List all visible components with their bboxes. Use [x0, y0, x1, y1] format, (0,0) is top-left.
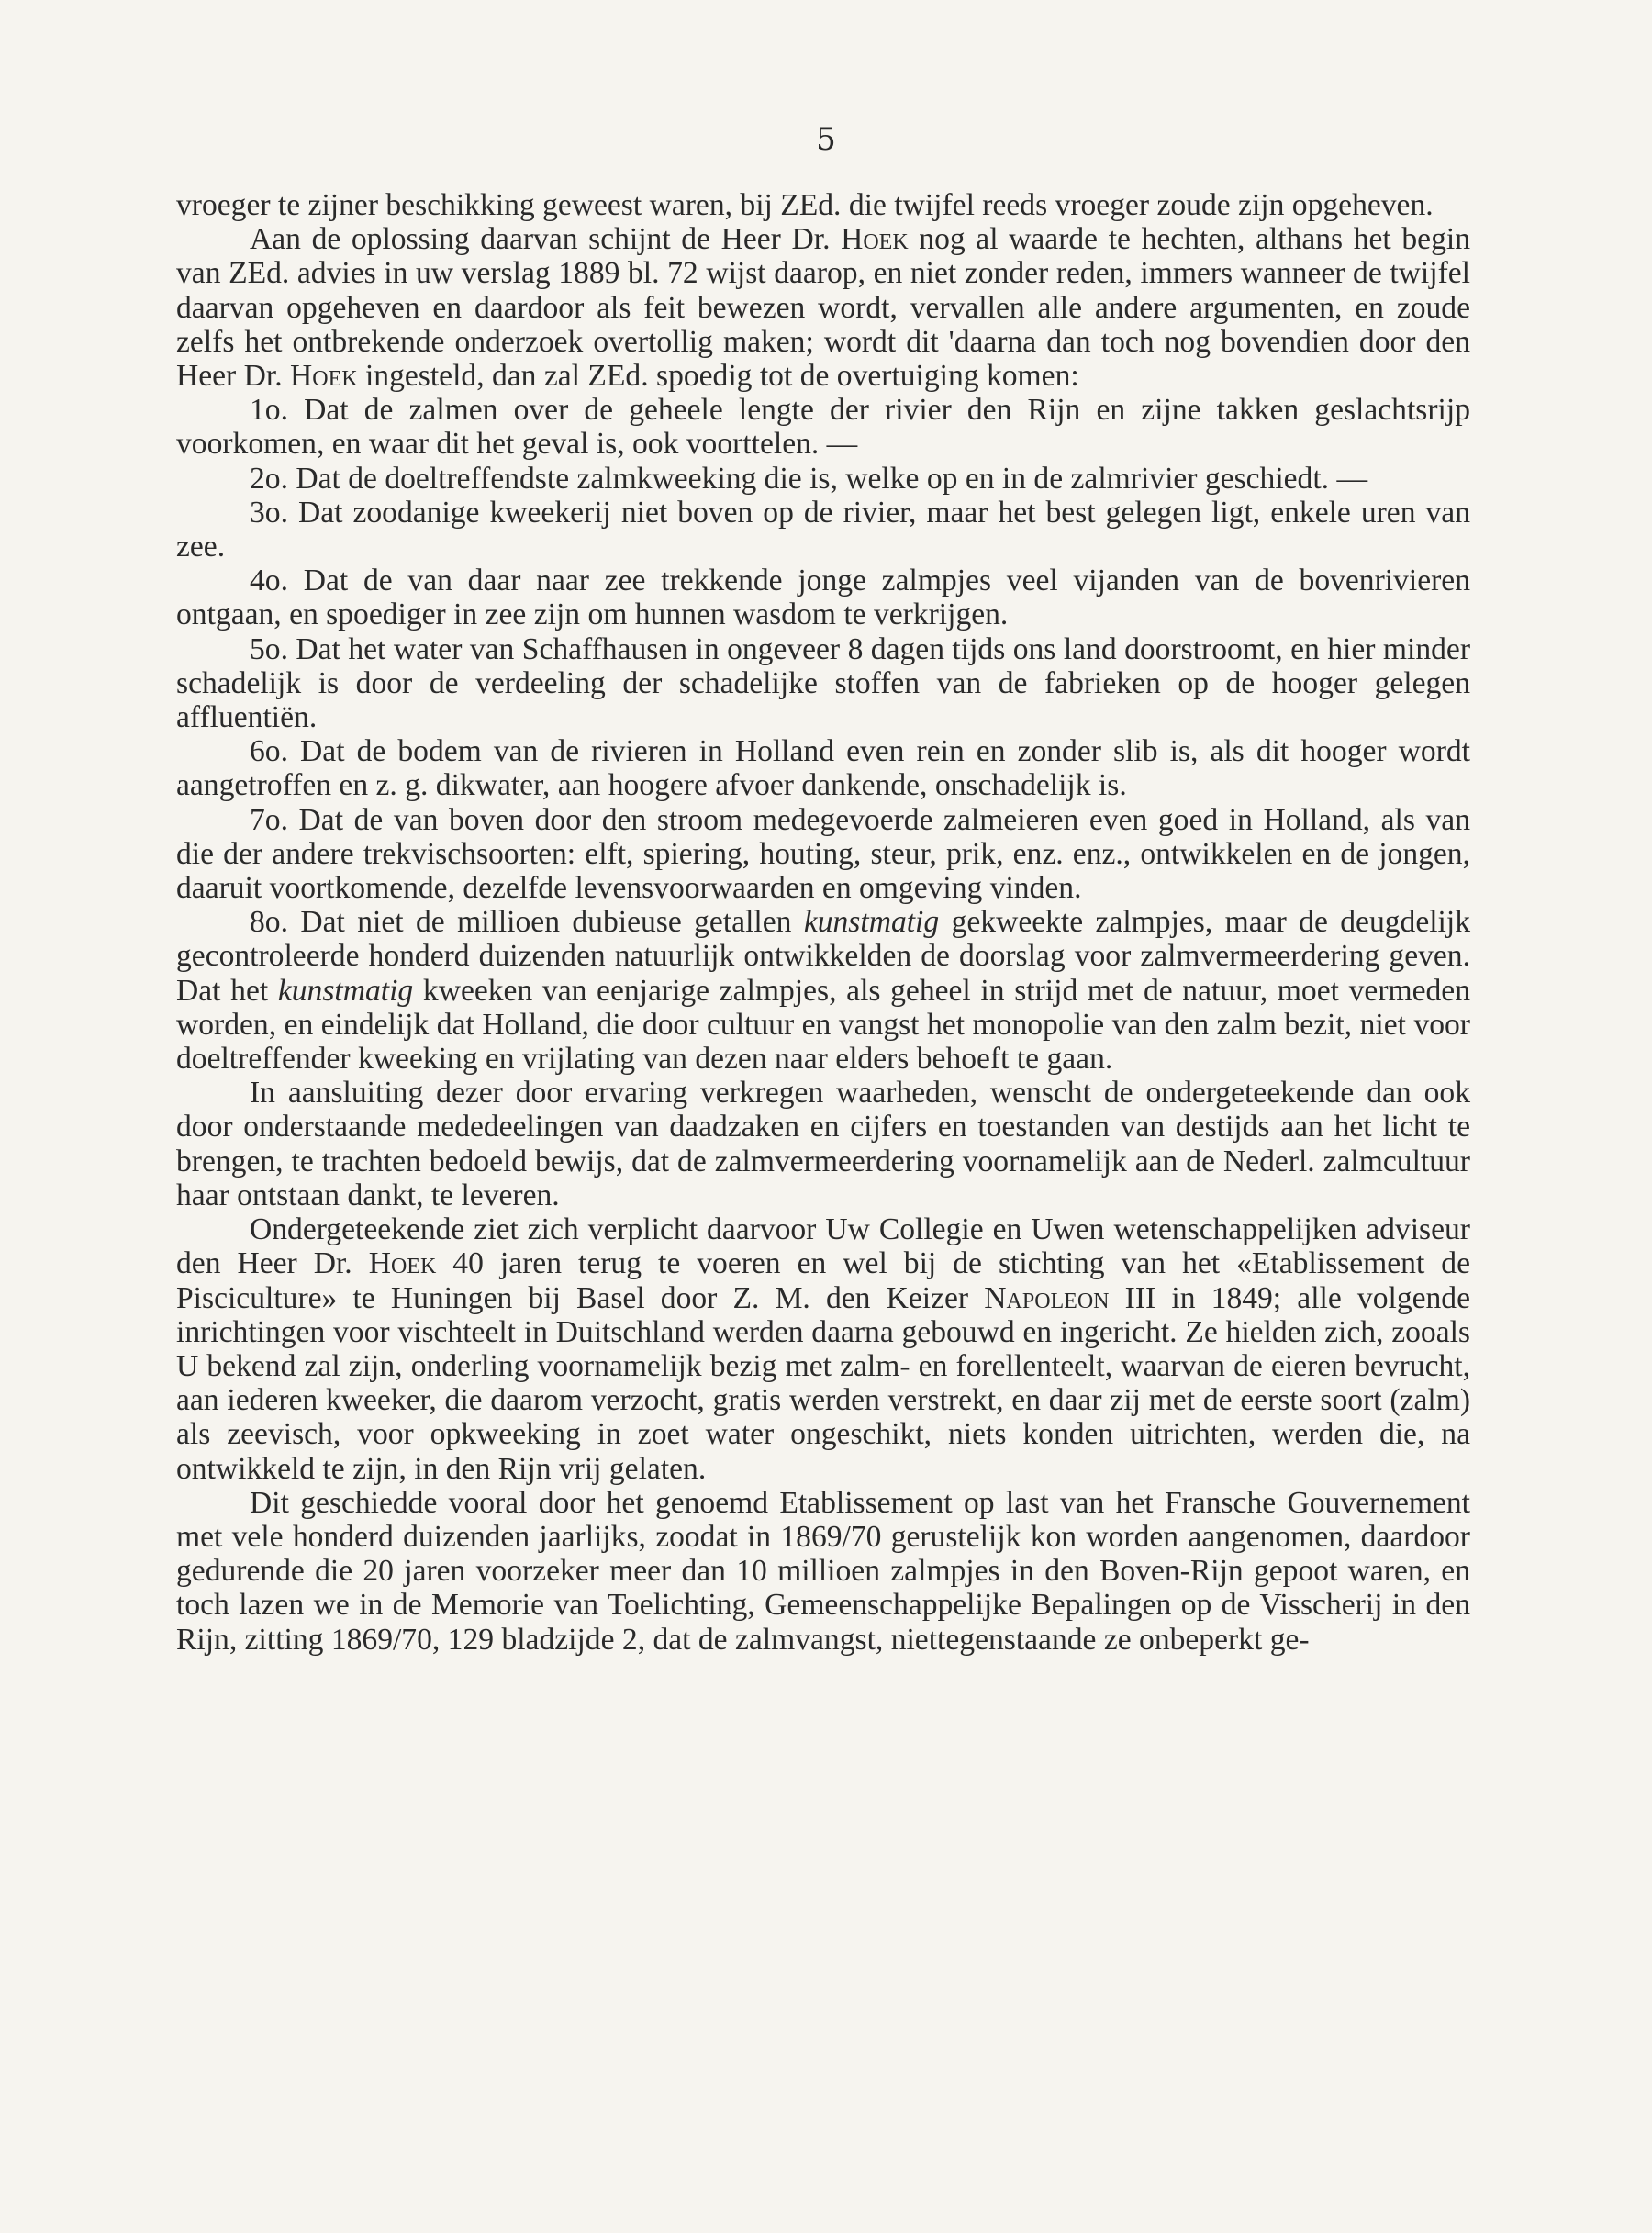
list-item-8	[176, 905, 1470, 1076]
body-text	[176, 188, 1470, 1657]
paragraph-intro	[176, 222, 1470, 393]
text-run: Aan de oplossing daarvan schijnt de Heer Dr.	[250, 222, 842, 257]
list-item-5: 5o. Dat het water van Schaffhausen in ongeveer 8 dagen tijds ons land doorstroomt, en hier minder schadelijk is door de verdeeling der schadelijke stoffen van de fabrieken op de hooger gelegen affluentiën.	[176, 631, 1470, 735]
list-item-1: 1o. Dat de zalmen over de geheele lengte der rivier den Rijn en zijne takken geslachtsrijp voorkomen, en waar dit het geval is, ook voorttelen. —	[176, 393, 1470, 462]
person-name: Napoleon	[984, 1280, 1110, 1315]
paragraph-continuation: vroeger te zijner beschikking geweest waren, bij ZEd. die twijfel reeds vroeger zoude zijn opgeheven.	[176, 188, 1434, 222]
text-run: kweeken van eenjarige zalmpjes, als geheel in strijd met de natuur, moet vermeden worden, en eindelijk dat Holland, die door cultuur en vangst het monopolie van den zalm bezit, niet voor doeltreffender kweeking en vrijlating van dezen naar elders behoeft te gaan.	[176, 973, 1470, 1077]
text-run: Ondergeteekende ziet zich verplicht daarvoor Uw Collegie en Uwen wetenschappelijken adviseur den Heer Dr.	[176, 1212, 1470, 1281]
italic-term: kunstmatig	[277, 973, 414, 1008]
text-run: gekweekte zalmpjes, maar de deugdelijk gecontroleerde honderd duizenden natuurlijk ontwikkelden de doorslag voor zalmvermeerdering geven. Dat het	[176, 905, 1470, 1008]
text-run: nog al waarde te hechten, althans het begin van ZEd. advies in uw verslag 1889 bl. 72 wijst daarop, en niet zonder reden, immers wanneer de twijfel daarvan opgeheven en daardoor als feit bewezen wordt, vervallen alle andere argumenten, en zoude zelfs het ontbrekende onderzoek overtollig maken; wordt dit 'daarna dan toch nog bovendien door den Heer Dr.	[176, 222, 1470, 394]
person-name: Hoek	[368, 1246, 437, 1281]
text-run: ingesteld, dan zal ZEd. spoedig tot de overtuiging komen:	[357, 359, 1079, 394]
paragraph-geschiedde: Dit geschiedde vooral door het genoemd Etablissement op last van het Fransche Gouvernement met vele honderd duizenden jaarlijks, zoodat in 1869/70 gerustelijk kon worden aangenomen, daardoor gedurende die 20 jaren voorzeker meer dan 10 millioen zalmpjes in den Boven-Rijn gepoot waren, en toch lazen we in de Memorie van Toelichting, Gemeenschappelijke Bepalingen op de Visscherij in den Rijn, zitting 1869/70, 129 bladzijde 2, dat de zalmvangst, niettegenstaande ze onbeperkt ge-	[176, 1485, 1470, 1657]
list-item-2: 2o. Dat de doeltreffendste zalmkweeking die is, welke op en in de zalmrivier geschiedt. —	[250, 461, 1368, 496]
list-item-3: 3o. Dat zoodanige kweekerij niet boven op de rivier, maar het best gelegen ligt, enkele uren van zee.	[176, 495, 1470, 564]
list-item-4: 4o. Dat de van daar naar zee trekkende jonge zalmpjes veel vijanden van de bovenrivieren ontgaan, en spoediger in zee zijn om hunnen wasdom te verkrijgen.	[176, 564, 1470, 632]
page-number: 5	[816, 121, 836, 158]
italic-term: kunstmatig	[803, 905, 940, 940]
list-item-6: 6o. Dat de bodem van de rivieren in Holland even rein en zonder slib is, als dit hooger wordt aangetroffen en z. g. dikwater, aan hoogere afvoer dankende, onschadelijk is.	[176, 734, 1470, 803]
text-run: 8o. Dat niet de millioen dubieuse getallen	[250, 905, 804, 940]
person-name: Hoek	[290, 359, 358, 394]
paragraph-aansluiting: In aansluiting dezer door ervaring verkregen waarheden, wenscht de ondergeteekende dan ook door onderstaande mededeelingen van daadzaken en cijfers en toestanden van destijds aan het licht te brengen, te trachten bedoeld bewijs, dat de zalmvermeerdering voornamelijk aan de Nederl. zalmcultuur haar ontstaan dankt, te leveren.	[176, 1076, 1470, 1212]
person-name: Hoek	[841, 222, 909, 257]
list-item-7: 7o. Dat de van boven door den stroom medegevoerde zalmeieren even goed in Holland, als van die der andere trekvischsoorten: elft, spiering, houting, steur, prik, enz. enz., ontwikkelen en de jongen, daaruit voortkomende, dezelfde levensvoorwaarden en omgeving vinden.	[176, 802, 1470, 906]
text-run: 40 jaren terug te voeren en wel bij de stichting van het «Etablissement de Pisciculture» te Huningen bij Basel door Z. M. den Keizer	[176, 1246, 1470, 1315]
text-run: III in 1849; alle volgende inrichtingen voor vischteelt in Duitschland werden daarna gebouwd en ingericht. Ze hielden zich, zooals U bekend zal zijn, onderling voornamelijk bezig met zalm- en forellenteelt, waarvan de eieren bevrucht, aan iederen kweeker, die daarom verzocht, gratis werden verstrekt, en daar zij met de eerste soort (zalm) als zeevisch, voor opkweeking in zoet water ongeschikt, niets konden uitrichten, werden die, na ontwikkeld te zijn, in den Rijn vrij gelaten.	[176, 1280, 1470, 1486]
paragraph-ondergeteekende	[176, 1212, 1470, 1486]
